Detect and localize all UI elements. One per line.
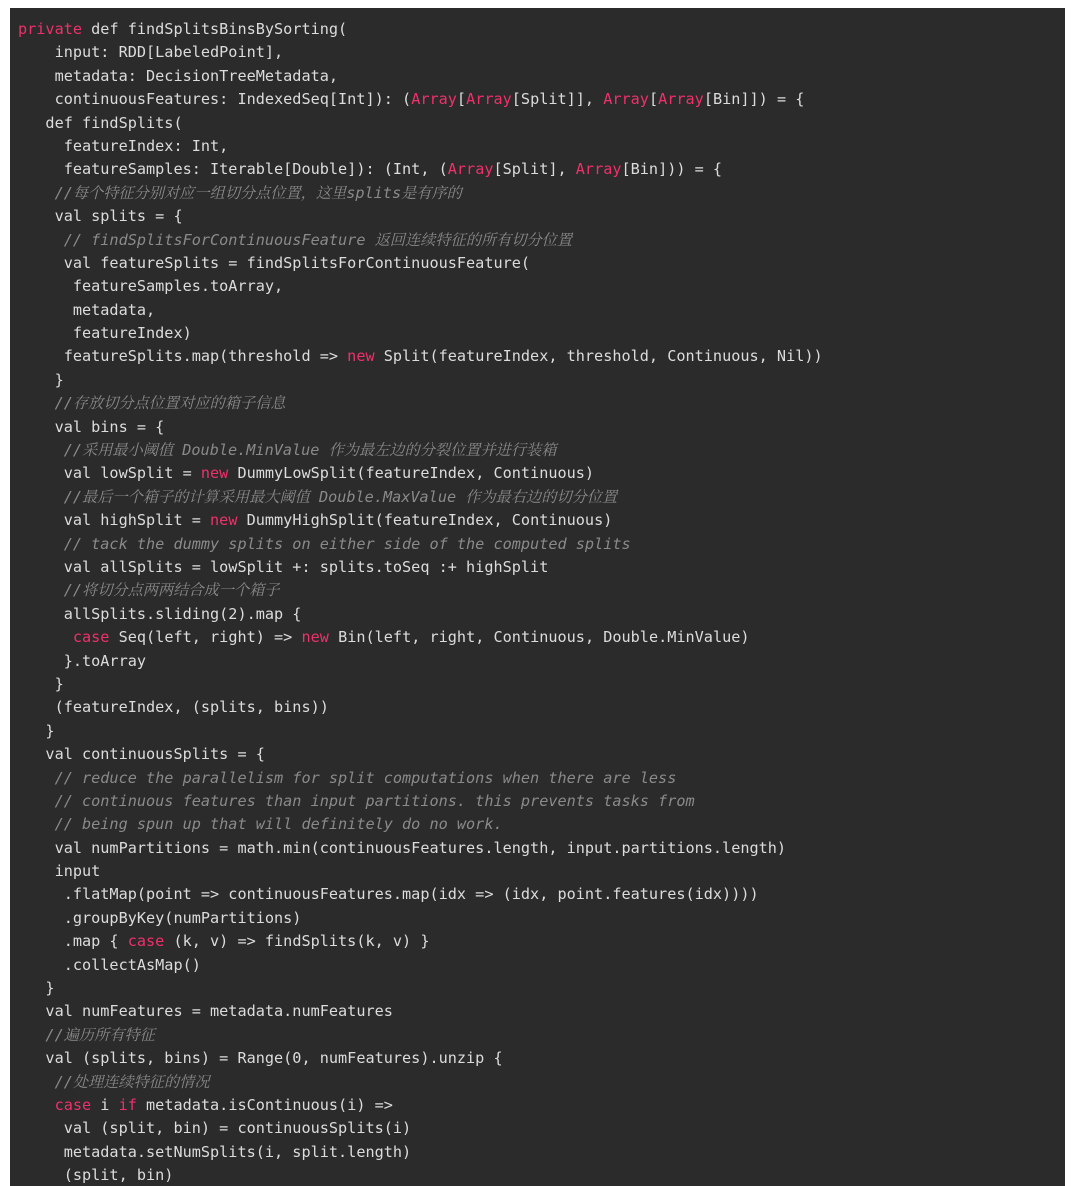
code-line [18,1164,823,1186]
code-comment: //将切分点两两结合成一个箱子 [18,581,280,600]
code-line [18,673,823,696]
code-token: [Split]], [511,90,604,109]
code-line [18,509,823,532]
code-comment: //遍历所有特征 [18,1025,155,1044]
code-token: metadata.setNumSplits(i, split.length) [18,1142,412,1161]
code-line [18,322,823,345]
code-keyword: new [301,628,329,647]
code-line [18,205,823,228]
code-keyword: case [127,932,165,951]
code-token: DummyLowSplit(featureIndex, Continuous) [228,464,595,483]
code-token [18,1096,55,1114]
code-token: featureSamples.toArray, [18,277,284,296]
code-token: } [18,979,55,998]
code-token: [ [456,90,467,109]
code-line [18,88,823,111]
code-token: }.toArray [18,651,147,670]
code-token: featureSplits.map(threshold => [18,347,348,366]
code-token: input: RDD[LabeledPoint], [18,43,284,62]
code-token: metadata, [18,300,156,319]
code-token: continuousFeatures: IndexedSeq[Int]): ( [18,90,412,109]
code-keyword: new [210,511,238,530]
code-keyword: Array [411,90,457,109]
code-line [18,252,823,275]
code-line [18,135,823,158]
code-comment: //处理连续特征的情况 [18,1072,210,1091]
code-line [18,1000,823,1023]
code-line [18,650,823,673]
code-line [18,41,823,64]
code-comment: //最后一个箱子的计算采用最大阈值 Double.MaxValue 作为最右边的切分位置 [18,487,618,506]
code-token: val continuousSplits = { [18,745,265,764]
code-token: val numPartitions = math.min(continuousFeatures.length, input.partitions.length) [18,838,787,857]
code-line [18,18,823,41]
code-line [18,299,823,322]
code-comment: // findSplitsForContinuousFeature 返回连续特征的所有切分位置 [18,230,573,249]
code-line [18,462,823,485]
code-line [18,837,823,860]
code-token: .collectAsMap() [18,955,201,974]
code-token: val highSplit = [18,511,211,530]
code-line [18,1141,823,1164]
code-line [18,579,823,602]
code-comment: // reduce the parallelism for split computations when there are less [18,768,677,787]
code-token: metadata.isContinuous(i) => [136,1095,393,1114]
code-keyword: Array [466,90,512,109]
code-line [18,556,823,579]
code-token: allSplits.sliding(2).map { [18,604,302,623]
code-block [18,18,823,1186]
code-line [18,907,823,930]
code-comment: // continuous features than input partitions. this prevents tasks from [18,791,695,810]
code-keyword: private [18,20,83,38]
code-keyword: new [347,347,375,366]
code-line [18,1024,823,1047]
code-comment: // being spun up that will definitely do no work. [18,815,503,834]
code-line [18,1094,823,1117]
code-token: metadata: DecisionTreeMetadata, [18,66,339,85]
code-token: [Bin]]) = { [703,90,805,109]
code-line [18,1117,823,1140]
code-token: val numFeatures = metadata.numFeatures [18,1002,393,1021]
code-line [18,860,823,883]
code-line [18,743,823,766]
code-line [18,1047,823,1070]
code-token: featureIndex: Int, [18,136,229,155]
code-token: (featureIndex, (splits, bins)) [18,698,329,717]
code-line [18,345,823,368]
code-token: DummyHighSplit(featureIndex, Continuous) [237,511,613,530]
code-token: val (splits, bins) = Range(0, numFeatures).unzip { [18,1049,503,1068]
code-keyword: if [118,1095,137,1114]
code-token: (k, v) => findSplits(k, v) } [164,932,430,951]
code-comment: // tack the dummy splits on either side of the computed splits [18,534,631,553]
code-line [18,158,823,181]
code-keyword: Array [447,160,494,179]
code-comment: //存放切分点位置对应的箱子信息 [18,394,286,413]
code-keyword: Array [575,160,622,179]
code-keyword: Array [603,90,649,109]
code-token [18,628,73,646]
code-line [18,533,823,556]
code-line [18,813,823,836]
code-token: } [18,721,55,740]
code-line [18,790,823,813]
code-line [18,275,823,298]
code-line [18,486,823,509]
code-line [18,930,823,953]
code-line [18,603,823,626]
code-keyword: Array [658,90,704,109]
code-token: Seq(left, right) => [109,628,302,647]
code-line [18,696,823,719]
code-token: def findSplits( [18,113,183,132]
code-line [18,954,823,977]
code-token: val featureSplits = findSplitsForContinuousFeature( [18,253,531,272]
code-token: [Bin])) = { [621,160,723,179]
code-token: val splits = { [18,207,183,226]
code-token: .map { [18,932,128,951]
code-line [18,626,823,649]
code-line [18,182,823,205]
code-token: val (split, bin) = continuousSplits(i) [18,1119,412,1138]
code-line [18,977,823,1000]
code-line [18,229,823,252]
code-token: val bins = { [18,417,165,436]
code-token: [Split], [493,160,576,179]
code-token: .flatMap(point => continuousFeatures.map(idx => (idx, point.features(idx)))) [18,885,759,904]
code-token: Split(featureIndex, threshold, Continuous, Nil)) [374,347,823,366]
code-token: (split, bin) [18,1166,174,1185]
code-line [18,883,823,906]
code-line [18,65,823,88]
code-line [18,720,823,743]
code-token: featureIndex) [18,324,192,343]
code-line [18,1071,823,1094]
code-comment: //采用最小阈值 Double.MinValue 作为最左边的分裂位置并进行装箱 [18,441,557,460]
code-token: Bin(left, right, Continuous, Double.MinValue) [328,628,750,647]
code-line [18,439,823,462]
code-token: i [91,1095,119,1114]
code-token: val allSplits = lowSplit +: splits.toSeq :+ highSplit [18,557,549,576]
code-comment: //每个特征分别对应一组切分点位置，这里splits是有序的 [18,183,462,202]
code-token: [ [648,90,659,109]
code-token: .groupByKey(numPartitions) [18,908,302,927]
code-line [18,767,823,790]
code-line [18,369,823,392]
code-token: input [18,862,101,881]
code-keyword: case [72,628,110,647]
code-token: } [18,674,64,693]
code-line [18,416,823,439]
code-keyword: new [200,464,229,483]
code-token: val lowSplit = [18,464,201,483]
code-token: featureSamples: Iterable[Double]): (Int, ( [18,160,448,179]
code-screenshot-frame [10,8,1065,1186]
code-line [18,112,823,135]
code-token: def findSplitsBinsBySorting( [82,20,348,38]
code-line [18,392,823,415]
code-keyword: case [54,1095,92,1114]
code-token: } [18,370,64,389]
